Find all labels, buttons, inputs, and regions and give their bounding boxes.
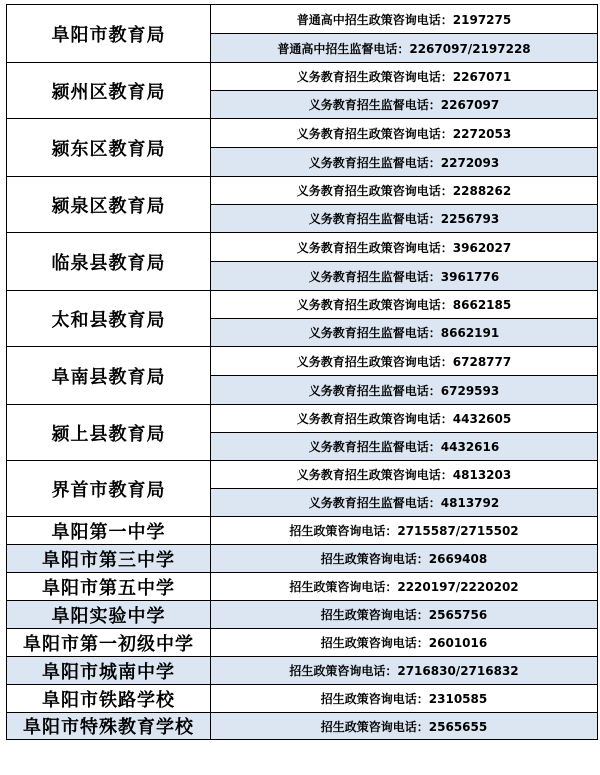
supervision-phone: 义务教育招生监督电话：2272093 [211, 148, 598, 177]
policy-phone: 义务教育招生政策咨询电话：8662185 [211, 291, 598, 319]
table-row [7, 713, 598, 740]
supervision-phone: 义务教育招生监督电话：4432616 [211, 433, 598, 461]
table-row [7, 347, 598, 376]
policy-phone: 义务教育招生政策咨询电话：2267071 [211, 63, 598, 91]
table-row [7, 405, 598, 433]
policy-phone: 义务教育招生政策咨询电话：2288262 [211, 177, 598, 205]
school-phone: 招生政策咨询电话：2601016 [211, 629, 598, 657]
table-row [7, 629, 598, 657]
phone-directory-table [6, 4, 598, 740]
table-row [7, 545, 598, 573]
school-name: 阜阳市第一初级中学 [7, 629, 211, 657]
school-phone: 招生政策咨询电话：2310585 [211, 685, 598, 713]
table-row [7, 461, 598, 489]
supervision-phone: 义务教育招生监督电话：2267097 [211, 91, 598, 119]
department-name: 界首市教育局 [7, 461, 211, 517]
table-row [7, 5, 598, 34]
policy-phone: 义务教育招生政策咨询电话：2272053 [211, 119, 598, 148]
department-name: 颍上县教育局 [7, 405, 211, 461]
department-name: 颍泉区教育局 [7, 177, 211, 233]
table-row [7, 601, 598, 629]
school-phone: 招生政策咨询电话：2565756 [211, 601, 598, 629]
school-name: 阜阳市铁路学校 [7, 685, 211, 713]
supervision-phone: 义务教育招生监督电话：3961776 [211, 262, 598, 291]
policy-phone: 义务教育招生政策咨询电话：6728777 [211, 347, 598, 376]
supervision-phone: 义务教育招生监督电话：8662191 [211, 319, 598, 347]
department-name: 颍东区教育局 [7, 119, 211, 177]
policy-phone: 普通高中招生政策咨询电话：2197275 [211, 5, 598, 34]
table-row [7, 291, 598, 319]
table-row [7, 657, 598, 685]
school-name: 阜阳第一中学 [7, 517, 211, 545]
table-row [7, 63, 598, 91]
department-name: 颍州区教育局 [7, 63, 211, 119]
school-phone: 招生政策咨询电话：2716830/2716832 [211, 657, 598, 685]
school-phone: 招生政策咨询电话：2565655 [211, 713, 598, 740]
school-name: 阜阳市特殊教育学校 [7, 713, 211, 740]
supervision-phone: 义务教育招生监督电话：2256793 [211, 205, 598, 233]
table-row [7, 177, 598, 205]
table-row [7, 573, 598, 601]
department-name: 临泉县教育局 [7, 233, 211, 291]
policy-phone: 义务教育招生政策咨询电话：4813203 [211, 461, 598, 489]
school-phone: 招生政策咨询电话：2715587/2715502 [211, 517, 598, 545]
school-name: 阜阳实验中学 [7, 601, 211, 629]
supervision-phone: 普通高中招生监督电话：2267097/2197228 [211, 34, 598, 63]
school-phone: 招生政策咨询电话：2220197/2220202 [211, 573, 598, 601]
table-row [7, 517, 598, 545]
supervision-phone: 义务教育招生监督电话：4813792 [211, 489, 598, 517]
school-name: 阜阳市城南中学 [7, 657, 211, 685]
policy-phone: 义务教育招生政策咨询电话：3962027 [211, 233, 598, 262]
school-name: 阜阳市第五中学 [7, 573, 211, 601]
school-name: 阜阳市第三中学 [7, 545, 211, 573]
department-name: 太和县教育局 [7, 291, 211, 347]
school-phone: 招生政策咨询电话：2669408 [211, 545, 598, 573]
policy-phone: 义务教育招生政策咨询电话：4432605 [211, 405, 598, 433]
supervision-phone: 义务教育招生监督电话：6729593 [211, 376, 598, 405]
department-name: 阜阳市教育局 [7, 5, 211, 63]
table-row [7, 233, 598, 262]
table-row [7, 685, 598, 713]
table-row [7, 119, 598, 148]
department-name: 阜南县教育局 [7, 347, 211, 405]
